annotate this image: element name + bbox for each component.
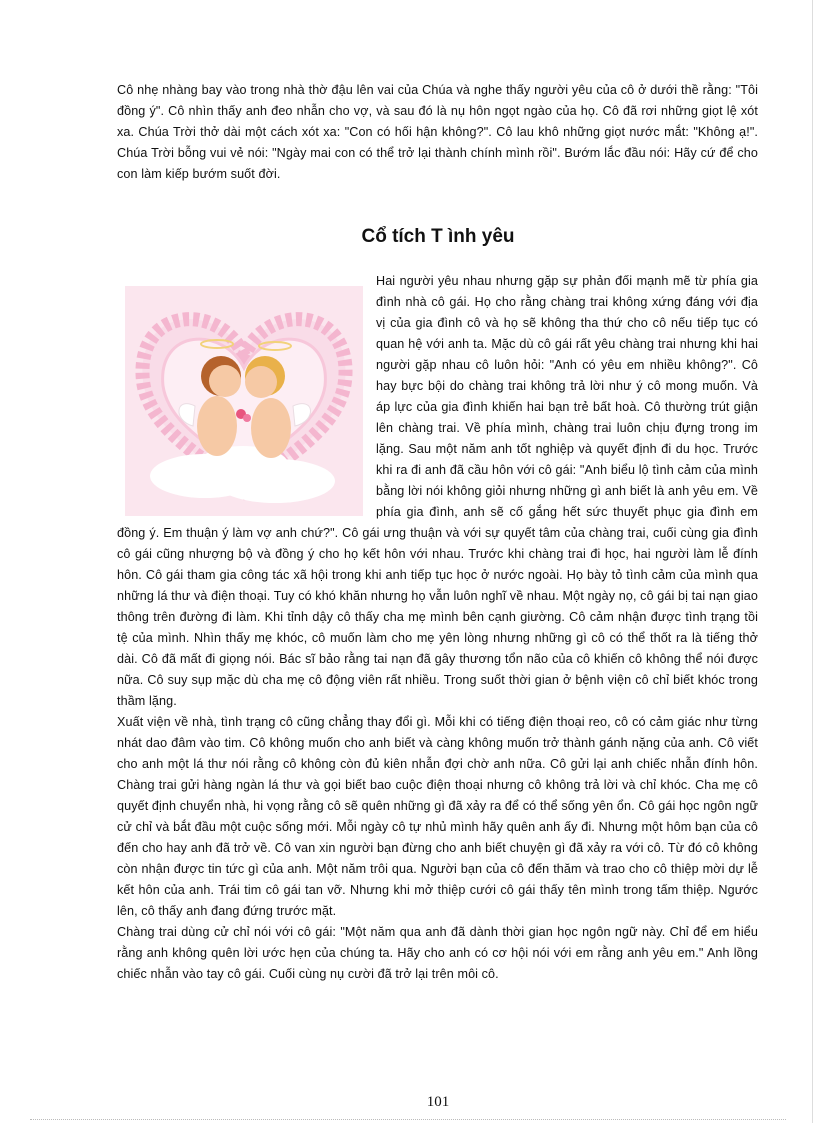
story-paragraph: Xuất viện về nhà, tình trạng cô cũng chẳng thay đổi gì. Mỗi khi có tiếng điện thoại reo, cô có cảm giác như từng nhát dao đâm vào tim. Cô không muốn cho anh biết và càng không muốn trở thành gánh nặng của anh. Cô viết cho anh một lá thư nói rằng cô không còn đủ kiên nhẫn đợi chờ anh nữa. Cô gửi lại anh chiếc nhẫn đính hôn. Chàng trai gửi hàng ngàn lá thư và gọi biết bao cuộc điện thoại nhưng cô không trả lời và chỉ khóc. Cha mẹ cô quyết định chuyển nhà, hi vọng rằng cô sẽ quên những gì đã xảy ra để có thể sống yên ổn. Cô gái học ngôn ngữ cử chỉ và bắt đầu một cuộc sống mới. Mỗi ngày cô tự nhủ mình hãy quên anh ấy đi. Nhưng một hôm bạn của cô đến cho hay anh đã trở về. Cô van xin người bạn đừng cho anh biết chuyện gì đã xảy ra với cô. Từ đó cô không còn nhận được tin tức gì của anh. Một năm trôi qua. Người bạn của cô đến thăm và trao cho cô thiệp mời dự lễ kết hôn của anh. Trái tim cô gái tan vỡ. Nhưng khi mở thiệp cưới cô gái thấy tên mình trong tấm thiệp. Ngước lên, cô thấy anh đang đứng trước mặt. — [117, 715, 758, 918]
intro-paragraph: Cô nhẹ nhàng bay vào trong nhà thờ đậu lên vai của Chúa và nghe thấy người yêu của cô ở dưới thề rằng: "Tôi đồng ý". Cô nhìn thấy anh đeo nhẫn cho vợ, và sau đó là nụ hôn ngọt ngào của họ. Cô đã rơi những giọt lệ xót xa. Chúa Trời thở dài một cách xót xa: "Con có hối hận không?". Cô lau khô những giọt nước mắt: "Không ạ!". Chúa Trời bỗng vui vẻ nói: "Ngày mai con có thể trở lại thành chính mình rồi". Bướm lắc đầu nói: Hãy cứ để cho con làm kiếp bướm suốt đời. — [117, 83, 758, 181]
footer-divider — [30, 1119, 786, 1120]
story-paragraph: Chàng trai dùng cử chỉ nói với cô gái: "Một năm qua anh đã dành thời gian học ngôn ngữ này. Chỉ để em hiểu rằng anh không quên lời ước hẹn của chúng ta. Hãy cho anh có cơ hội nói với em rằng anh yêu em." Anh lồng chiếc nhẫn vào tay cô gái. Cuối cùng nụ cười đã trở lại trên môi cô. — [117, 925, 758, 981]
two-cherubs-kissing-in-heart-icon — [125, 286, 363, 516]
story-title: Cổ tích T ình yêu — [361, 226, 515, 247]
page-number: 101 — [426, 1094, 450, 1110]
cherubs-heart-illustration — [125, 286, 363, 516]
page-edge-divider — [812, 0, 813, 1123]
story-paragraph: Hai người yêu nhau nhưng gặp sự phản đối mạnh mẽ từ phía gia đình nhà cô gái. Họ cho rằng chàng trai không xứng đáng với địa vị của gia đình cô và họ sẽ không tha thứ cho cô nếu tiếp tục có quan hệ với anh ta. Mặc dù cô gái rất yêu chàng trai nhưng khi hai người gặp nhau cô luôn hỏi: "Anh có yêu em nhiều không?". Cô hay bực bội do chàng trai không trả lời như ý cô mong muốn. Và áp lực của gia đình khiến hai bạn trẻ bất hoà. Cô thường trút giận lên chàng trai. Về phía mình, chàng trai luôn chịu đựng trong im lặng. Sau một năm anh tốt nghiệp và quyết định đi du học. Trước khi ra đi anh đã cầu hôn với cô gái: "Anh biểu lộ tình cảm của mình bằng lời nói không giỏi nhưng những gì anh biết là anh yêu em. Về phía gia đình, anh sẽ cố gắng hết sức thuyết phục gia đình em đồng ý. Em thuận ý làm vợ anh chứ?". Cô gái ưng thuận và với sự quyết tâm của chàng trai, cuối cùng gia đình cô gái cũng nhượng bộ và đồng ý cho họ kết hôn với nhau. Trước khi chàng trai đi học, hai người làm lễ đính hôn. Cô gái tham gia công tác xã hội trong khi anh tiếp tục học ở nước ngoài. Họ bày tỏ tình cảm của mình qua những lá thư và điện thoại. Tuy có khó khăn nhưng họ vẫn luôn nghĩ về nhau. Một ngày nọ, cô gái bị tai nạn giao thông trên đường đi làm. Khi tỉnh dậy cô thấy cha mẹ mình bên cạnh giường. Cô cảm nhận được tình trạng tồi tệ của mình. Nhìn thấy mẹ khóc, cô muốn làm cho mẹ yên lòng nhưng những gì cô có thể thốt ra là tiếng thở dài. Cô đã mất đi giọng nói. Bác sĩ bảo rằng tai nạn đã gây thương tổn não của cô khiến cô không thể nói được nữa. Cô suy sụp mặc dù cha mẹ cô động viên rất nhiều. Trong suốt thời gian ở bệnh viện cô chỉ biết khóc trong thầm lặng. — [117, 274, 758, 708]
story-body — [117, 271, 758, 985]
